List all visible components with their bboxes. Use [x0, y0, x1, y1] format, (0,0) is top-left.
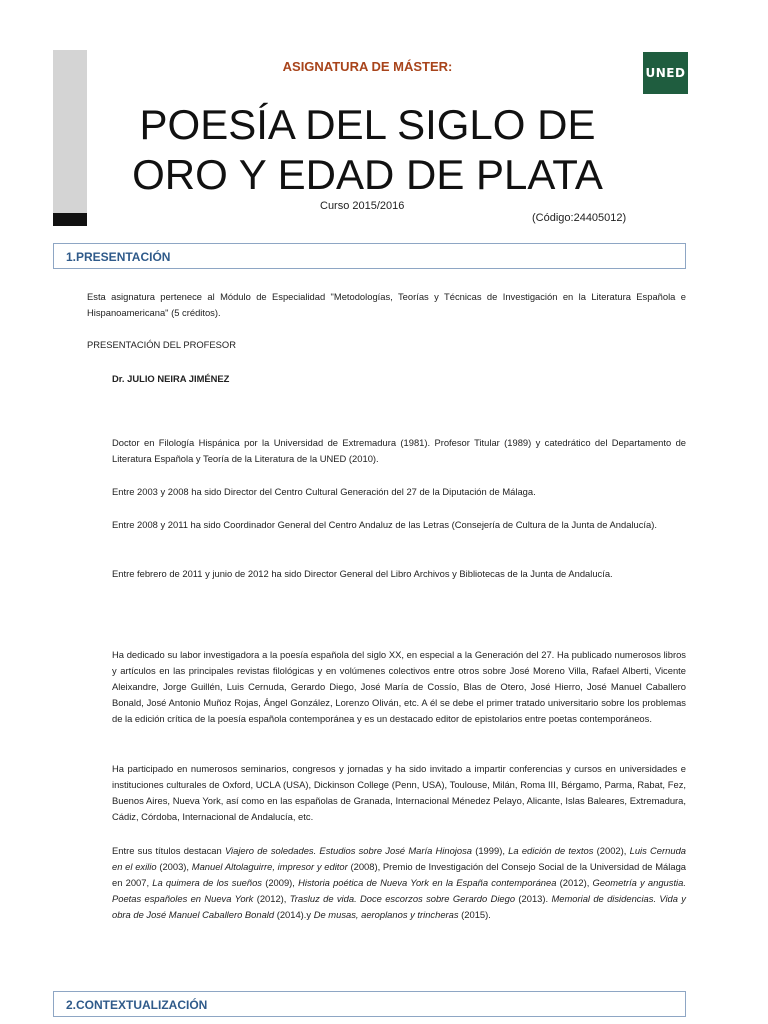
paragraph-research: Ha dedicado su labor investigadora a la poesía española del siglo XX, en especial a la Generación del 27. Ha publicado numerosos libros y artículos en las principales revistas filológicas y en volúmenes colectivos entre otros sobre José Moreno Villa, Rafael Alberti, Vicente Aleixandre, Jorge Guillén, Luis Cernuda, Gerardo Diego, José María de Cossío, Blas de Otero, José Hierro, José Manuel Caballero Bonald, José Antonio Muñoz Rojas, Ángel González, Lorenzo Oliván, etc. A él se debe el primer tratado universitario sobre los problemas de la edición crítica de la poesía española contemporánea y es un destacado editor de epistolarios entre poetas contemporáneos.	[112, 649, 686, 724]
book-title: La edición de textos	[508, 845, 594, 856]
paragraph-2011: Entre febrero de 2011 y junio de 2012 ha sido Director General del Libro Archivos y Bibliotecas de la Junta de Andalucía.	[112, 568, 613, 579]
titles-text: (2013).	[515, 893, 552, 904]
book-title: Luis Cernuda en el exilio	[112, 845, 686, 872]
paragraph-conferences: Ha participado en numerosos seminarios, congresos y jornadas y ha sido invitado a impartir conferencias y cursos en universidades e instituciones culturales de Oxford, UCLA (USA), Dickinson College (Penn, USA), Toulouse, Milán, Roma III, Bérgamo, Parma, Rabat, Fez, Buenos Aires, Nueva York, así como en las españolas de Granada, Internacional Ménedez Pelayo, Alicante, Islas Baleares, Extremadura, Cádiz, Córdoba, Internacional de Andalucía, etc.	[112, 763, 686, 822]
book-title: Manuel Altolaguirre, impresor y editor	[191, 861, 348, 872]
book-title: De musas, aeroplanos y trincheras	[313, 909, 459, 920]
title-line-2: ORO Y EDAD DE PLATA	[132, 151, 603, 198]
titles-text: (2012),	[253, 893, 290, 904]
professor-name: Dr. JULIO NEIRA JIMÉNEZ	[112, 373, 230, 384]
intro-paragraph: Esta asignatura pertenece al Módulo de Especialidad "Metodologías, Teorías y Técnicas de Investigación en la Literatura Española e Hispanoamericana" (5 créditos).	[87, 291, 686, 318]
decorative-side-block	[53, 213, 87, 226]
book-title: Geometría y angustia. Poetas españoles en Nueva York	[112, 877, 686, 904]
titles-text: (2009),	[262, 877, 299, 888]
titles-text: (2014).y	[274, 909, 314, 920]
paragraph-doctor: Doctor en Filología Hispánica por la Universidad de Extremadura (1981). Profesor Titular (1989) y catedrático del Departamento de Literatura Española y Teoría de la Literatura de la UNED (2010).	[112, 437, 686, 464]
titles-text: (2012),	[556, 877, 593, 888]
title-line-1: POESÍA DEL SIGLO DE	[139, 101, 596, 148]
course-code: (Código:24405012)	[532, 212, 627, 224]
section-title: 2.CONTEXTUALIZACIÓN	[66, 998, 208, 1012]
titles-text: (1999),	[472, 845, 509, 856]
book-title: Viajero de soledades. Estudios sobre José María Hinojosa	[224, 845, 472, 856]
titles-text: (2002),	[593, 845, 630, 856]
titles-text: (2003),	[156, 861, 192, 872]
titles-text: (2015).	[458, 909, 491, 920]
course-kicker: ASIGNATURA DE MÁSTER:	[282, 59, 453, 74]
paragraph-titles	[112, 843, 686, 923]
paragraph-2003: Entre 2003 y 2008 ha sido Director del Centro Cultural Generación del 27 de la Diputación de Málaga.	[112, 486, 536, 497]
page-title	[0, 100, 735, 200]
professor-heading: PRESENTACIÓN DEL PROFESOR	[87, 339, 236, 350]
section-title: 1.PRESENTACIÓN	[66, 250, 171, 264]
section-header-presentacion	[53, 243, 686, 269]
book-title: Historia poética de Nueva York en la España contemporánea	[298, 877, 557, 888]
section-header-contextualizacion	[53, 991, 686, 1017]
book-title: La quimera de los sueños	[152, 877, 262, 888]
book-title: Trasluz de vida. Doce escorzos sobre Gerardo Diego	[289, 893, 516, 904]
paragraph-2008: Entre 2008 y 2011 ha sido Coordinador General del Centro Andaluz de las Letras (Consejería de Cultura de la Junta de Andalucía).	[112, 519, 657, 530]
titles-text: Entre sus títulos destacan	[112, 845, 225, 856]
course-year: Curso 2015/2016	[320, 200, 405, 212]
titles-text: (2008), Premio de Investigación del Consejo Social de la Universidad de Málaga en 2007,	[112, 861, 686, 888]
book-title: Memorial de disidencias. Vida y obra de José Manuel Caballero Bonald	[112, 893, 686, 920]
logo-text: UNED	[645, 66, 686, 80]
